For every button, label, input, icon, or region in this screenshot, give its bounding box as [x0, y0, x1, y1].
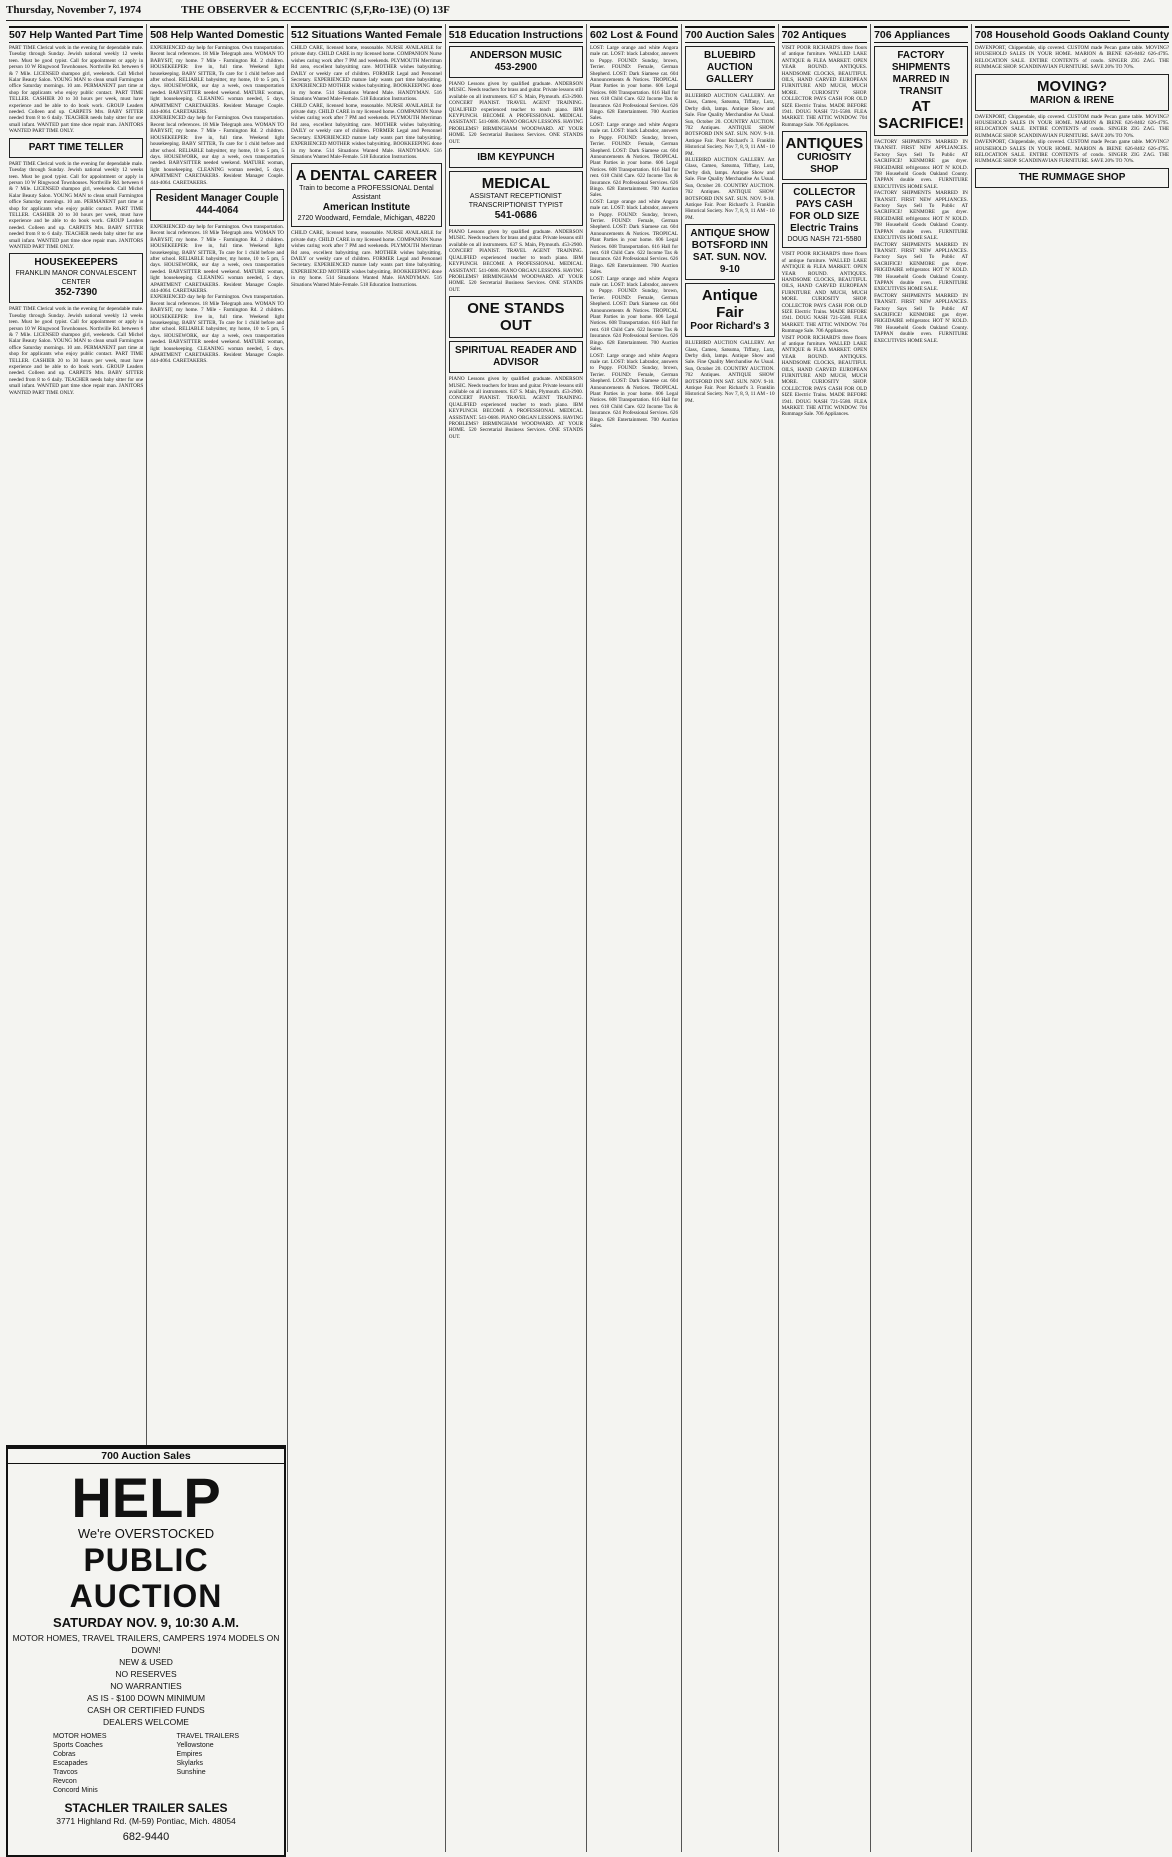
ad-title: THE RUMMAGE SHOP: [1018, 171, 1126, 183]
auction-date: SATURDAY NOV. 9, 10:30 A.M.: [53, 1615, 239, 1630]
auction-dealer-name: STACHLER TRAILER SALES: [64, 1801, 228, 1815]
auction-motor: MOTOR HOMES, TRAVEL TRAILERS, CAMPERS 1974 MODELS ON DOWN!: [12, 1633, 280, 1655]
ad-subtitle: MARION & IRENE: [1030, 94, 1114, 106]
ad-title: Resident Manager Couple: [155, 192, 279, 204]
list-item: MOTOR HOMES: [52, 1733, 107, 1740]
ad-phone: DOUG NASH 721-5580: [787, 236, 862, 244]
ad-collector: [782, 183, 868, 248]
section-heading: 702 Antiques: [782, 26, 868, 43]
ad-institute: American Institute: [322, 202, 411, 214]
ad-subtitle: AT SACRIFICE!: [878, 98, 964, 132]
list-item: Revcon: [52, 1778, 77, 1785]
ad-antique-fair: [685, 283, 774, 337]
ad-phone: 541-0686: [494, 210, 538, 222]
column-4: [445, 24, 586, 1852]
ad-phone: 444-4064: [196, 204, 239, 216]
ad-teller: [9, 138, 143, 158]
classified-text: DAVENPORT, Chippendale, slip covered. CUSTOM made Pecan game table. MOVING? HOUSEHOLD SALES IN YOUR HOME. MARION & IRENE 626-8402 626-4795. RELOCATION SALE. ENTIRE CONTENTS of condo. SINGER ZIG ZAG. THE RUMMAGE SHOP. SCANDINAVIAN FURNITURE. SAVE 20% TO 70%.: [974, 113, 1170, 139]
column-5: [586, 24, 681, 1852]
auction-phone: 682-9440: [122, 1831, 170, 1843]
section-heading: 700 Auction Sales: [685, 26, 774, 43]
classified-text: EXPERIENCED day help for Farmington. Own transportation. Recent local references. 18 Mile Telegraph area. WOMAN TO BABYSIT, my home. 7 Mile - Farmington Rd. 2 children. HOUSEKEEPER: live in, full time. Weekend light housekeeping. BABY SITTER, To care for 1 child before and after school. RELIABLE babysitter, my home, 10 to 5 pm, 5 days. HOUSEWORK, our day a week, own transportation needed. BABYSITTER needed weekend. MATURE woman, light housekeeping. CLEANING woman needed, 5 days. APARTMENT CARETAKERS. Resident Manager Couple. 444-4064. CARETAKERS.: [150, 45, 285, 116]
ad-title: FACTORY SHIPMENTS MARRED IN TRANSIT: [891, 50, 951, 97]
auction-deposit: AS IS - $100 DOWN MINIMUM: [86, 1693, 206, 1703]
classified-text: LOST: Large orange and white Angora male cat. LOST: black Labrador, answers to Puppy. FOUND: Sunday, brown, Terrier. FOUND: Female, German Shepherd. LOST: Dark Siamese cat. 604 Announcements & Notices. TROPICAL Plant Parties in your home. 606 Legal Notices. 608 Transportation. 616 Hall for rent. 618 Child Care. 622 Income Tax & Insurance. 624 Professional Services. 626 Bingo. 628 Entertainment. 700 Auction Sales.: [589, 275, 679, 353]
list-item: Empires: [176, 1751, 203, 1758]
section-heading: 518 Education Instructions: [449, 26, 583, 43]
ad-antiques: [782, 131, 868, 180]
ad-title: MOVING?: [1037, 77, 1108, 95]
classified-text: EXPERIENCED day help for Farmington. Own transportation. Recent local references. 18 Mile Telegraph area. WOMAN TO BABYSIT, my home. 7 Mile - Farmington Rd. 2 children. HOUSEKEEPER: live in, full time. Weekend light housekeeping. BABY SITTER, To care for 1 child before and after school. RELIABLE babysitter, my home, 10 to 5 pm, 5 days. HOUSEWORK, our day a week, own transportation needed. BABYSITTER needed weekend. MATURE woman, light housekeeping. CLEANING woman needed, 5 days. APARTMENT CARETAKERS. Resident Manager Couple. 444-4064. CARETAKERS.: [150, 294, 285, 365]
ad-title: HOUSEKEEPERS: [34, 257, 118, 269]
classified-text: FACTORY SHIPMENTS MARRED IN TRANSIT. FIRST NEW APPLIANCES. Factory Says Sell To Public AT SACRIFICE! KENMORE gas dryer. FRIGIDAIRE refrigerator. HOT N' KOLD. 708 Household Goods Oakland County. TAPPAN double oven. FURNITURE EXECUTIVES HOME SALE.: [874, 241, 968, 293]
ad-date: SAT. SUN. NOV. 9-10: [692, 252, 767, 276]
classified-text: EXPERIENCED day help for Farmington. Own transportation. Recent local references. 18 Mile Telegraph area. WOMAN TO BABYSIT, my home. 7 Mile - Farmington Rd. 2 children. HOUSEKEEPER: live in, full time. Weekend light housekeeping. BABY SITTER, To care for 1 child before and after school. RELIABLE babysitter, my home, 10 to 5 pm, 5 days. HOUSEWORK, our day a week, own transportation needed. BABYSITTER needed weekend. MATURE woman, light housekeeping. CLEANING woman needed, 5 days. APARTMENT CARETAKERS. Resident Manager Couple. 444-4064. CARETAKERS.: [150, 115, 285, 186]
classified-text: BLUEBIRD AUCTION GALLERY. Art Glass, Cameo, Satsuma, Tiffany, Lutz, Derby dish, lamps. Antique Show and Sale. Fine Quality Merchandise As Usual. Sun, October 20. COUNTRY AUCTION. 702 Antiques. ANTIQUE SHOW BOTSFORD INN SAT. SUN. NOV. 9-10. Antique Fair. Poor Richard's 3. Franklin Historical Society. Nov 7, 8, 9, 11 AM - 10 PM.: [685, 93, 775, 157]
auction-cash: CASH OR CERTIFIED FUNDS: [87, 1705, 205, 1715]
classified-text: DAVENPORT, Chippendale, slip covered. CUSTOM made Pecan game table. MOVING? HOUSEHOLD SALES IN YOUR HOME. MARION & IRENE 626-8402 626-4795. RELOCATION SALE. ENTIRE CONTENTS of condo. SINGER ZIG ZAG. THE RUMMAGE SHOP. SCANDINAVIAN FURNITURE. SAVE 20% TO 70%.: [974, 139, 1170, 165]
list-item: Skylarks: [176, 1760, 203, 1767]
classified-text: VISIT POOR RICHARD'S three floors of antique furniture. WALLED LAKE ANTIQUE & FLEA MARKET. OPEN YEAR ROUND. ANTIQUES. HANDSOME CLOCKS, BEAUTIFUL OILS, HAND CARVED EUROPEAN FURNITURE AND MUCH, MUCH MORE. CURIOSITY SHOP. COLLECTOR PAYS CASH FOR OLD SIZE Electric Trains. MADE BEFORE 1941. DOUG NASH 721-5580. FLEA MARKET. THE ATTIC WINDOW. 704 Rummage Sale. 706 Appliances.: [781, 45, 868, 128]
classified-text: PIANO Lessons given by qualified graduate. ANDERSON MUSIC. Needs teachers for brass and guitar. Private lessons still available on all instruments. 637 S. Main, Plymouth. 453-2900. CONCERT PIANIST. TRAVEL AGENT TRAINING. QUALIFIED experienced teacher to teach piano. IBM KEYPUNCH. BECOME A PROFESSIONAL MEDICAL ASSISTANT. 541-0686. PIANO ORGAN LESSONS. HAVING PROBLEMS? BIRMINGHAM WOODWARD. AT YOUR HOME. 520 Secretarial Business Services. ONE STANDS OUT.: [448, 229, 583, 293]
section-heading: 706 Appliances: [874, 26, 968, 43]
ad-moving: [975, 74, 1169, 111]
section-heading: 700 Auction Sales: [8, 1447, 284, 1464]
ad-title: IBM KEYPUNCH: [477, 152, 555, 164]
ad-title: MEDICAL: [481, 175, 551, 193]
auction-help: HELP: [71, 1466, 221, 1529]
ad-dental-career: [291, 163, 442, 227]
ad-factory-shipments: [874, 46, 968, 136]
ad-housekeepers: [9, 253, 143, 303]
masthead-date: Thursday, November 7, 1974: [6, 4, 142, 16]
classified-text: FACTORY SHIPMENTS MARRED IN TRANSIT. FIRST NEW APPLIANCES. Factory Says Sell To Public AT SACRIFICE! KENMORE gas dryer. FRIGIDAIRE refrigerator. HOT N' KOLD. 708 Household Goods Oakland County. TAPPAN double oven. FURNITURE EXECUTIVES HOME SALE.: [874, 139, 968, 190]
classified-text: PART TIME Clerical work in the evening for dependable male. Tuesday through Sunday. Jewish national weekly 12 weeks teen. Must be good typist. Call for appointment or apply in person 10 W Ringwood Townhouses. Northville Rd. between 6 & 7 Mile. LICENSED shampoo girl, weekends. Call Michel Kalar Beauty Salon. YOUNG MAN to clean small Farmington office Saturday mornings. 10 am. PERMANENT part time at shop for applicants who enjoy public contact. PART TIME TELLER. CASHIER 20 to 30 hours per week, must have experience and be able to do book work. GROUP Leaders needed. Colleen and up. CARPETS Mrs. BABY SITTER needed from 8 to 6 daily. TEACHER needs baby sitter for one small infant. WANTED part time shoe repair man. JANITORS WANTED PART TIME ONLY.: [9, 160, 144, 250]
classified-text: VISIT POOR RICHARD'S three floors of antique furniture. WALLED LAKE ANTIQUE & FLEA MARKET. OPEN YEAR ROUND. ANTIQUES. HANDSOME CLOCKS, BEAUTIFUL OILS, HAND CARVED EUROPEAN FURNITURE AND MUCH, MUCH MORE. CURIOSITY SHOP. COLLECTOR PAYS CASH FOR OLD SIZE Electric Trains. MADE BEFORE 1941. DOUG NASH 721-5580. FLEA MARKET. THE ATTIC WINDOW. 704 Rummage Sale. 706 Appliances.: [781, 334, 868, 418]
ad-ibm-keypunch: [449, 148, 583, 168]
auction-list-travel-trailers: [177, 1732, 240, 1795]
ad-address: 2720 Woodward, Ferndale, Michigan, 48220: [297, 215, 436, 223]
classified-text: PART TIME Clerical work in the evening for dependable male. Tuesday through Sunday. Jewish national weekly 12 weeks teen. Must be good typist. Call for appointment or apply in person 10 W Ringwood Townhouses. Northville Rd. between 6 & 7 Mile. LICENSED shampoo girl, weekends. Call Michel Kalar Beauty Salon. YOUNG MAN to clean small Farmington office Saturday mornings. 10 am. PERMANENT part time at shop for applicants who enjoy public contact. PART TIME TELLER. CASHIER 20 to 30 hours per week, must have experience and be able to do book work. GROUP Leaders needed. Colleen and up. CARPETS Mrs. BABY SITTER needed from 8 to 6 daily. TEACHER needs baby sitter for one small infant. WANTED part time shoe repair man. JANITORS WANTED PART TIME ONLY.: [9, 45, 144, 135]
ad-bluebird-auction: [685, 46, 774, 90]
ad-title: SPIRITUAL READER AND ADVISOR: [455, 345, 577, 369]
column-8: [870, 24, 971, 1852]
auction-address: 3771 Highland Rd. (M-59) Pontiac, Mich. 48054: [56, 1816, 236, 1826]
classified-text: EXPERIENCED day help for Farmington. Own transportation. Recent local references. 18 Mile Telegraph area. WOMAN TO BABYSIT, my home. 7 Mile - Farmington Rd. 2 children. HOUSEKEEPER: live in, full time. Weekend light housekeeping. BABY SITTER, To care for 1 child before and after school. RELIABLE babysitter, my home, 10 to 5 pm, 5 days. HOUSEWORK, our day a week, own transportation needed. BABYSITTER needed weekend. MATURE woman, light housekeeping. CLEANING woman needed, 5 days. APARTMENT CARETAKERS. Resident Manager Couple. 444-4064. CARETAKERS.: [150, 223, 285, 294]
ad-botsford-inn: [685, 224, 774, 280]
ad-subtitle: FRANKLIN MANOR CONVALESCENT CENTER: [15, 270, 137, 287]
section-heading: 512 Situations Wanted Female: [291, 26, 442, 43]
classified-text: DAVENPORT, Chippendale, slip covered. CUSTOM made Pecan game table. MOVING? HOUSEHOLD SALES IN YOUR HOME. MARION & IRENE 626-8402 626-4795. RELOCATION SALE. ENTIRE CONTENTS of condo. SINGER ZIG ZAG. THE RUMMAGE SHOP. SCANDINAVIAN FURNITURE. SAVE 20% TO 70%.: [974, 45, 1170, 71]
ad-spiritual-reader: [449, 341, 583, 373]
auction-reserves: NO RESERVES: [115, 1669, 177, 1679]
ad-subtitle: Train to become a PROFESSIONAL Dental Assistant: [299, 185, 434, 202]
ad-subtitle: CURIOSITY SHOP: [797, 152, 852, 176]
ad-subtitle: ASSISTANT RECEPTIONIST TRANSCRIPTIONIST TYPIST: [468, 193, 564, 210]
list-item: Cobras: [52, 1751, 76, 1758]
classified-text: LOST: Large orange and white Angora male cat. LOST: black Labrador, answers to Puppy. FOUND: Sunday, brown, Terrier. FOUND: Female, German Shepherd. LOST: Dark Siamese cat. 604 Announcements & Notices. TROPICAL Plant Parties in your home. 606 Legal Notices. 608 Transportation. 616 Hall for rent. 618 Child Care. 622 Income Tax & Insurance. 624 Professional Services. 626 Bingo. 628 Entertainment. 700 Auction Sales.: [589, 45, 679, 122]
ad-subtitle: Poor Richard's 3: [690, 321, 770, 333]
ad-title: Antique Fair: [701, 287, 758, 322]
section-heading: 508 Help Wanted Domestic: [150, 26, 284, 43]
ad-title: COLLECTOR PAYS CASH FOR OLD SIZE Electric Trains: [789, 187, 860, 235]
classified-text: CHILD CARE, licensed home, reasonable. NURSE AVAILABLE for private duty. CHILD CARE in my licensed home. COMPANION Nurse wishes caring work after 7 PM and weekends. PLYMOUTH Merriman Rd area, excellent babysitting care. MOTHER wishes babysitting. DAILY or weekly care of children. FORMER Legal and Personnel Secretary. EXPERIENCED mature lady wants part time babysitting. EXPERIENCED MOTHER wishes babysitting. BOOKKEEPING done in my home. 514 Situations Wanted Male. HANDYMAN. 516 Situations Wanted Male-Female. 518 Education Instructions.: [291, 230, 442, 288]
auction-new-used: NEW & USED: [119, 1657, 173, 1667]
auction-list-motor-homes: [53, 1732, 107, 1795]
classified-text: CHILD CARE, licensed home, reasonable. NURSE AVAILABLE for private duty. CHILD CARE in my licensed home. COMPANION Nurse wishes caring work after 7 PM and weekends. PLYMOUTH Merriman Rd area, excellent babysitting care. MOTHER wishes babysitting. DAILY or weekly care of children. FORMER Legal and Personnel Secretary. EXPERIENCED mature lady wants part time babysitting. EXPERIENCED MOTHER wishes babysitting. BOOKKEEPING done in my home. 514 Situations Wanted Male. HANDYMAN. 516 Situations Wanted Male-Female. 518 Education Instructions.: [291, 45, 442, 103]
ad-title: ONE STANDS OUT: [467, 300, 565, 335]
classified-text: LOST: Large orange and white Angora male cat. LOST: black Labrador, answers to Puppy. FOUND: Sunday, brown, Terrier. FOUND: Female, German Shepherd. LOST: Dark Siamese cat. 604 Announcements & Notices. TROPICAL Plant Parties in your home. 606 Legal Notices. 608 Transportation. 616 Hall for rent. 618 Child Care. 622 Income Tax & Insurance. 624 Professional Services. 626 Bingo. 628 Entertainment. 700 Auction Sales.: [589, 352, 679, 429]
list-item: Concord Minis: [52, 1787, 98, 1794]
ad-phone: 453-2900: [494, 62, 538, 73]
ad-one-stands-out: [449, 296, 583, 338]
ad-title: ANTIQUE SHOW BOTSFORD INN: [690, 228, 770, 252]
masthead: [6, 4, 1130, 21]
list-item: Yellowstone: [176, 1742, 214, 1749]
column-6: [681, 24, 777, 1852]
list-item: Sunshine: [176, 1769, 206, 1776]
classified-text: FACTORY SHIPMENTS MARRED IN TRANSIT. FIRST NEW APPLIANCES. Factory Says Sell To Public AT SACRIFICE! KENMORE gas dryer. FRIGIDAIRE refrigerator. HOT N' KOLD. 708 Household Goods Oakland County. TAPPAN double oven. FURNITURE EXECUTIVES HOME SALE.: [874, 292, 968, 344]
classified-text: BLUEBIRD AUCTION GALLERY. Art Glass, Cameo, Satsuma, Tiffany, Lutz, Derby dish, lamps. Antique Show and Sale. Fine Quality Merchandise As Usual. Sun, October 20. COUNTRY AUCTION. 702 Antiques. ANTIQUE SHOW BOTSFORD INN SAT. SUN. NOV. 9-10. Antique Fair. Poor Richard's 3. Franklin Historical Society. Nov 7, 8, 9, 11 AM - 10 PM.: [685, 157, 775, 221]
ad-medical-assistant: [449, 171, 583, 226]
ad-phone: 352-7390: [54, 287, 98, 299]
ad-title: PART TIME TELLER: [28, 141, 124, 153]
ad-anderson-music: [449, 46, 583, 78]
column-7: [778, 24, 871, 1852]
column-9: [971, 24, 1172, 1852]
classified-text: BLUEBIRD AUCTION GALLERY. Art Glass, Cameo, Satsuma, Tiffany, Lutz, Derby dish, lamps. Antique Show and Sale. Fine Quality Merchandise As Usual. Sun, October 20. COUNTRY AUCTION. 702 Antiques. ANTIQUE SHOW BOTSFORD INN SAT. SUN. NOV. 9-10. Antique Fair. Poor Richard's 3. Franklin Historical Society. Nov 7, 8, 9, 11 AM - 10 PM.: [685, 340, 775, 404]
ad-title: A DENTAL CAREER: [295, 167, 438, 185]
classified-text: CHILD CARE, licensed home, reasonable. NURSE AVAILABLE for private duty. CHILD CARE in my licensed home. COMPANION Nurse wishes caring work after 7 PM and weekends. PLYMOUTH Merriman Rd area, excellent babysitting care. MOTHER wishes babysitting. DAILY or weekly care of children. FORMER Legal and Personnel Secretary. EXPERIENCED mature lady wants part time babysitting. EXPERIENCED MOTHER wishes babysitting. BOOKKEEPING done in my home. 514 Situations Wanted Male. HANDYMAN. 516 Situations Wanted Male-Female. 518 Education Instructions.: [291, 102, 442, 160]
classified-text: LOST: Large orange and white Angora male cat. LOST: black Labrador, answers to Puppy. FOUND: Sunday, brown, Terrier. FOUND: Female, German Shepherd. LOST: Dark Siamese cat. 604 Announcements & Notices. TROPICAL Plant Parties in your home. 606 Legal Notices. 608 Transportation. 616 Hall for rent. 618 Child Care. 622 Income Tax & Insurance. 624 Professional Services. 626 Bingo. 628 Entertainment. 700 Auction Sales.: [589, 121, 679, 199]
classified-text: LOST: Large orange and white Angora male cat. LOST: black Labrador, answers to Puppy. FOUND: Sunday, brown, Terrier. FOUND: Female, German Shepherd. LOST: Dark Siamese cat. 604 Announcements & Notices. TROPICAL Plant Parties in your home. 606 Legal Notices. 608 Transportation. 616 Hall for rent. 618 Child Care. 622 Income Tax & Insurance. 624 Professional Services. 626 Bingo. 628 Entertainment. 700 Auction Sales.: [589, 198, 679, 276]
column-3: [287, 24, 445, 1852]
auction-title: PUBLIC AUCTION: [69, 1542, 223, 1614]
classified-text: VISIT POOR RICHARD'S three floors of antique furniture. WALLED LAKE ANTIQUE & FLEA MARKET. OPEN YEAR ROUND. ANTIQUES. HANDSOME CLOCKS, BEAUTIFUL OILS, HAND CARVED EUROPEAN FURNITURE AND MUCH, MUCH MORE. CURIOSITY SHOP. COLLECTOR PAYS CASH FOR OLD SIZE Electric Trains. MADE BEFORE 1941. DOUG NASH 721-5580. FLEA MARKET. THE ATTIC WINDOW. 704 Rummage Sale. 706 Appliances.: [781, 251, 868, 335]
ad-rummage-shop: [975, 168, 1169, 188]
list-item: Escapades: [52, 1760, 88, 1767]
auction-model-lists: [18, 1732, 274, 1795]
classified-text: FACTORY SHIPMENTS MARRED IN TRANSIT. FIRST NEW APPLIANCES. Factory Says Sell To Public AT SACRIFICE! KENMORE gas dryer. FRIGIDAIRE refrigerator. HOT N' KOLD. 708 Household Goods Oakland County. TAPPAN double oven. FURNITURE EXECUTIVES HOME SALE.: [874, 190, 968, 242]
section-heading: 507 Help Wanted Part Time: [9, 26, 143, 43]
classified-text: PIANO Lessons given by qualified graduate. ANDERSON MUSIC. Needs teachers for brass and guitar. Private lessons still available on all instruments. 637 S. Main, Plymouth. 453-2900. CONCERT PIANIST. TRAVEL AGENT TRAINING. QUALIFIED experienced teacher to teach piano. IBM KEYPUNCH. BECOME A PROFESSIONAL MEDICAL ASSISTANT. 541-0686. PIANO ORGAN LESSONS. HAVING PROBLEMS? BIRMINGHAM WOODWARD. AT YOUR HOME. 520 Secretarial Business Services. ONE STANDS OUT.: [448, 81, 583, 145]
list-item: TRAVEL TRAILERS: [176, 1733, 240, 1740]
masthead-paper: THE OBSERVER & ECCENTRIC (S,F,Ro-13E) (O) 13F: [181, 4, 450, 16]
section-heading: 602 Lost & Found: [590, 26, 678, 43]
auction-overstocked: We're OVERSTOCKED: [77, 1526, 215, 1541]
ad-resident-manager: [150, 189, 284, 221]
auction-warranties: NO WARRANTIES: [110, 1681, 182, 1691]
classified-text: PIANO Lessons given by qualified graduate. ANDERSON MUSIC. Needs teachers for brass and guitar. Private lessons still available on all instruments. 637 S. Main, Plymouth. 453-2900. CONCERT PIANIST. TRAVEL AGENT TRAINING. QUALIFIED experienced teacher to teach piano. IBM KEYPUNCH. BECOME A PROFESSIONAL MEDICAL ASSISTANT. 541-0686. PIANO ORGAN LESSONS. HAVING PROBLEMS? BIRMINGHAM WOODWARD. AT YOUR HOME. 520 Secretarial Business Services. ONE STANDS OUT.: [448, 376, 583, 440]
ad-title: BLUEBIRD AUCTION GALLERY: [703, 50, 756, 85]
classified-text: PART TIME Clerical work in the evening for dependable male. Tuesday through Sunday. Jewish national weekly 12 weeks teen. Must be good typist. Call for appointment or apply in person 10 W Ringwood Townhouses. Northville Rd. between 6 & 7 Mile. LICENSED shampoo girl, weekends. Call Michel Kalar Beauty Salon. YOUNG MAN to clean small Farmington office Saturday mornings. 10 am. PERMANENT part time at shop for applicants who enjoy public contact. PART TIME TELLER. CASHIER 20 to 30 hours per week, must have experience and be able to do book work. GROUP Leaders needed. Colleen and up. CARPETS Mrs. BABY SITTER needed from 8 to 6 daily. TEACHER needs baby sitter for one small infant. WANTED part time shoe repair man. JANITORS WANTED PART TIME ONLY.: [9, 306, 144, 396]
ad-title: ANTIQUES: [785, 135, 864, 153]
list-item: Travcos: [52, 1769, 78, 1776]
ad-public-auction: [6, 1445, 286, 1857]
section-heading: 708 Household Goods Oakland County: [975, 26, 1169, 43]
list-item: Sports Coaches: [52, 1742, 103, 1749]
ad-title: ANDERSON MUSIC: [469, 50, 562, 61]
auction-dealers: DEALERS WELCOME: [103, 1717, 189, 1727]
